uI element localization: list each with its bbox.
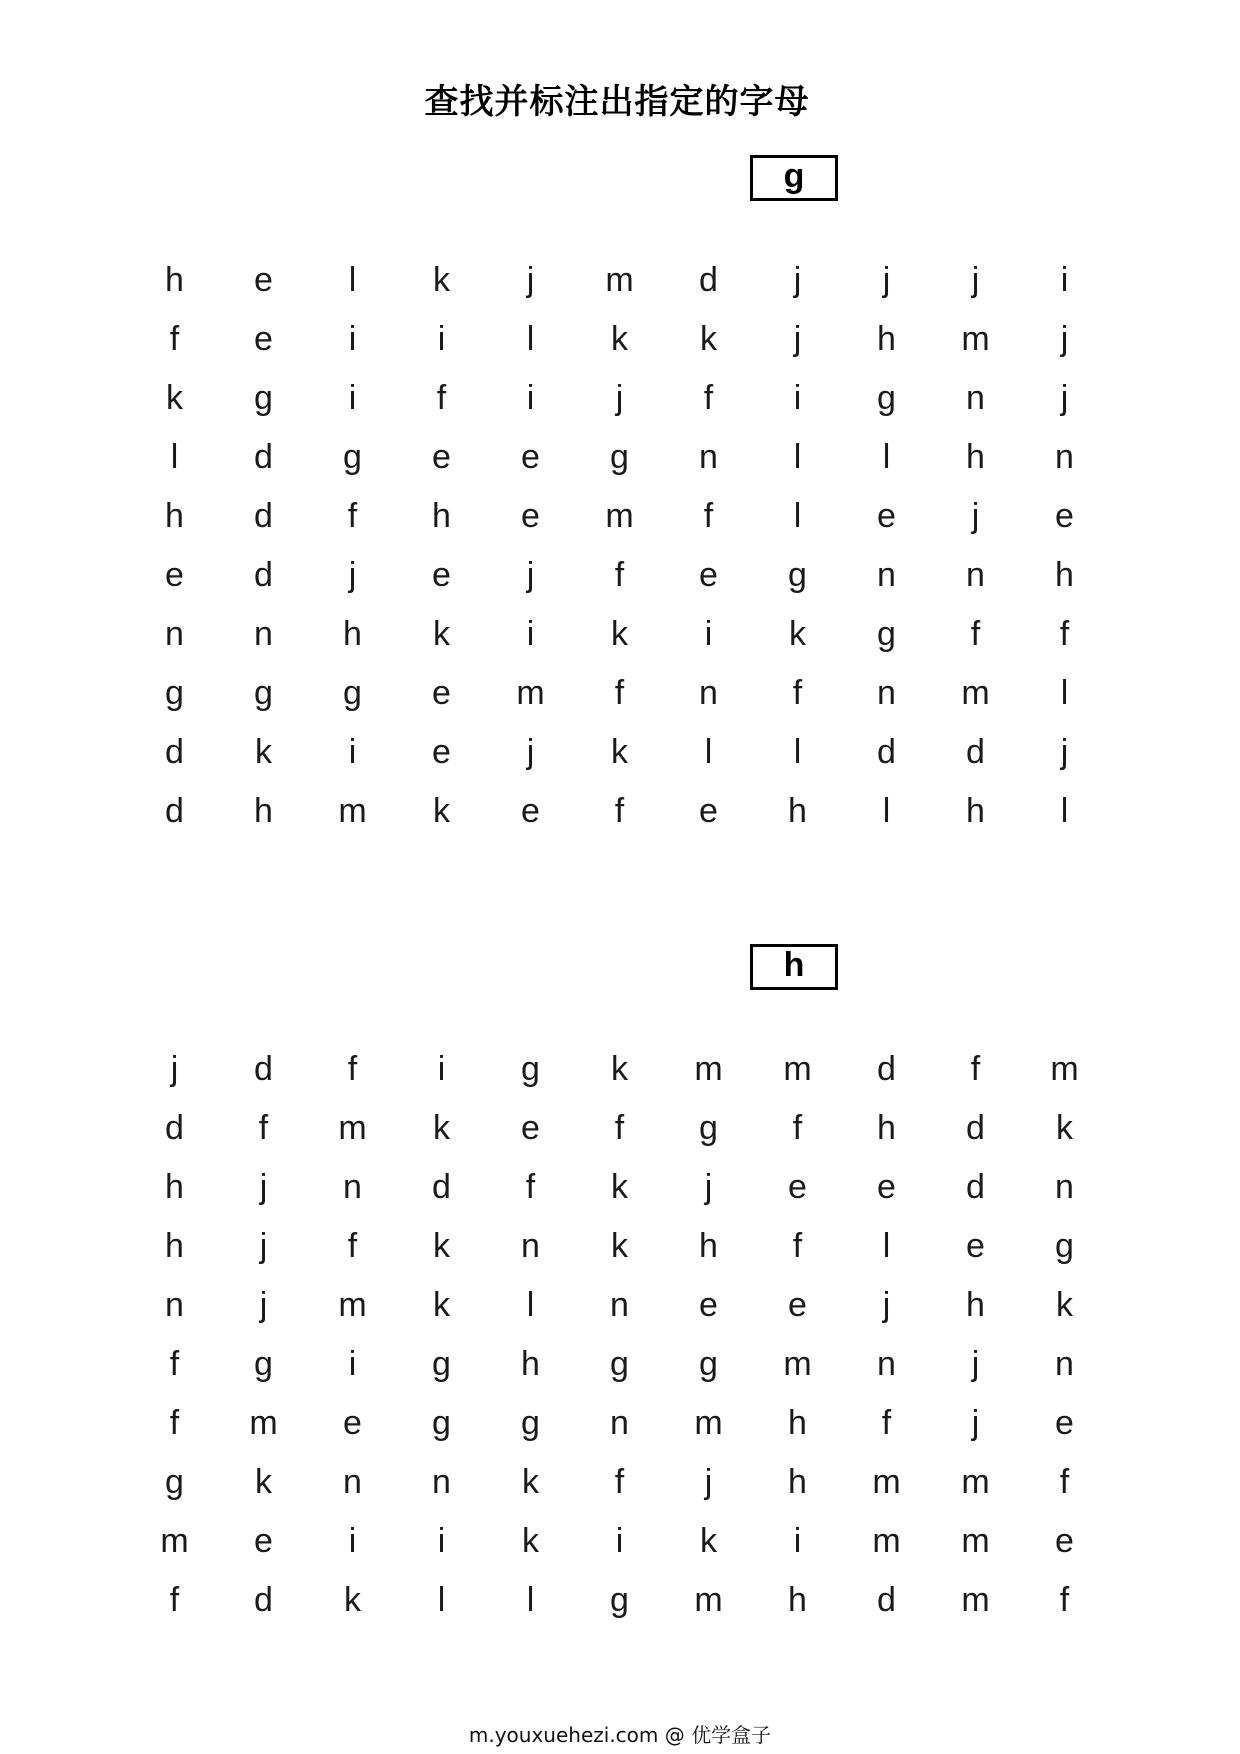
grid-letter[interactable]: f <box>1059 1580 1070 1619</box>
grid-letter[interactable]: h <box>788 1403 807 1442</box>
grid-letter[interactable]: f <box>703 496 714 535</box>
grid-letter[interactable]: l <box>1060 673 1069 712</box>
letter-grid-2 <box>130 1039 1110 1629</box>
grid-letter[interactable]: j <box>1060 378 1069 417</box>
grid-letter[interactable]: k <box>611 319 628 358</box>
grid-letter[interactable]: m <box>249 1403 278 1442</box>
grid-letter[interactable]: d <box>254 555 273 594</box>
grid-letter[interactable]: f <box>792 673 803 712</box>
grid-letter[interactable]: e <box>699 1285 718 1324</box>
grid-letter[interactable]: g <box>699 1108 718 1147</box>
grid-letter[interactable]: j <box>971 496 980 535</box>
grid-letter[interactable]: j <box>259 1285 268 1324</box>
grid-letter[interactable]: m <box>338 1108 367 1147</box>
grid-letter[interactable]: g <box>699 1344 718 1383</box>
grid-letter[interactable]: k <box>700 1521 717 1560</box>
grid-letter[interactable]: d <box>165 791 184 830</box>
grid-letter[interactable]: n <box>521 1226 540 1265</box>
grid-letter[interactable]: f <box>1059 1462 1070 1501</box>
grid-letter[interactable]: g <box>432 1344 451 1383</box>
grid-letter[interactable]: f <box>614 673 625 712</box>
grid-letter[interactable]: e <box>1055 1521 1074 1560</box>
grid-letter[interactable]: d <box>165 732 184 771</box>
grid-letter[interactable]: e <box>877 496 896 535</box>
grid-letter[interactable]: i <box>348 1344 357 1383</box>
target-letter-box-2: h <box>750 944 838 990</box>
grid-letter[interactable]: f <box>258 1108 269 1147</box>
grid-letter[interactable]: d <box>877 1049 896 1088</box>
letter-grid-1 <box>130 250 1110 840</box>
grid-letter[interactable]: j <box>170 1049 179 1088</box>
grid-letter[interactable]: m <box>516 673 545 712</box>
grid-letter[interactable]: f <box>970 1049 981 1088</box>
grid-letter[interactable]: n <box>699 673 718 712</box>
grid-letter[interactable]: h <box>165 496 184 535</box>
grid-letter[interactable]: e <box>432 555 451 594</box>
grid-letter[interactable]: g <box>521 1049 540 1088</box>
grid-letter[interactable]: f <box>169 1344 180 1383</box>
grid-letter[interactable]: e <box>1055 496 1074 535</box>
grid-letter[interactable]: n <box>877 673 896 712</box>
grid-letter[interactable]: l <box>882 791 891 830</box>
grid-letter[interactable]: i <box>526 614 535 653</box>
grid-letter[interactable]: l <box>1060 791 1069 830</box>
grid-letter[interactable]: j <box>704 1462 713 1501</box>
grid-letter[interactable]: l <box>793 437 802 476</box>
grid-letter[interactable]: j <box>971 260 980 299</box>
grid-letter[interactable]: d <box>254 1580 273 1619</box>
grid-letter[interactable]: m <box>338 1285 367 1324</box>
grid-letter[interactable]: d <box>165 1108 184 1147</box>
grid-letter[interactable]: k <box>611 732 628 771</box>
grid-letter[interactable]: f <box>347 1226 358 1265</box>
grid-letter[interactable]: n <box>343 1167 362 1206</box>
grid-letter[interactable]: d <box>432 1167 451 1206</box>
grid-letter[interactable]: n <box>610 1285 629 1324</box>
grid-letter[interactable]: m <box>961 1580 990 1619</box>
grid-letter[interactable]: k <box>789 614 806 653</box>
grid-letter[interactable]: j <box>1060 732 1069 771</box>
grid-letter[interactable]: f <box>169 319 180 358</box>
grid-letter[interactable]: k <box>433 260 450 299</box>
grid-letter[interactable]: g <box>343 437 362 476</box>
grid-letter[interactable]: g <box>165 673 184 712</box>
grid-letter[interactable]: j <box>882 1285 891 1324</box>
grid-letter[interactable]: j <box>1060 319 1069 358</box>
grid-letter[interactable]: j <box>615 378 624 417</box>
footer-credit: m.youxuehezi.com @ 优学盒子 <box>468 1723 772 1747</box>
grid-letter[interactable]: h <box>1055 555 1074 594</box>
grid-letter[interactable]: j <box>793 260 802 299</box>
grid-letter[interactable]: l <box>526 1285 535 1324</box>
grid-letter[interactable]: l <box>526 1580 535 1619</box>
grid-letter[interactable]: g <box>610 1580 629 1619</box>
grid-letter[interactable]: e <box>966 1226 985 1265</box>
grid-letter[interactable]: m <box>694 1049 723 1088</box>
grid-letter[interactable]: i <box>526 378 535 417</box>
grid-letter[interactable]: k <box>611 614 628 653</box>
grid-letter[interactable]: k <box>344 1580 361 1619</box>
grid-letter[interactable]: i <box>704 614 713 653</box>
grid-letter[interactable]: e <box>1055 1403 1074 1442</box>
grid-letter[interactable]: f <box>1059 614 1070 653</box>
grid-letter[interactable]: g <box>877 614 896 653</box>
grid-letter[interactable]: m <box>961 673 990 712</box>
grid-letter[interactable]: e <box>254 319 273 358</box>
grid-letter[interactable]: g <box>165 1462 184 1501</box>
grid-letter[interactable]: g <box>254 1344 273 1383</box>
grid-letter[interactable]: g <box>432 1403 451 1442</box>
grid-letter[interactable]: k <box>611 1049 628 1088</box>
grid-letter[interactable]: f <box>792 1108 803 1147</box>
grid-letter[interactable]: g <box>521 1403 540 1442</box>
grid-letter[interactable]: i <box>1060 260 1069 299</box>
grid-letter[interactable]: h <box>165 1167 184 1206</box>
grid-letter[interactable]: l <box>437 1580 446 1619</box>
grid-letter[interactable]: d <box>966 732 985 771</box>
grid-letter[interactable]: d <box>699 260 718 299</box>
grid-letter[interactable]: m <box>1050 1049 1079 1088</box>
grid-letter[interactable]: l <box>704 732 713 771</box>
grid-letter[interactable]: j <box>526 555 535 594</box>
grid-letter[interactable]: g <box>254 378 273 417</box>
grid-letter[interactable]: h <box>165 260 184 299</box>
grid-letter[interactable]: k <box>522 1521 539 1560</box>
grid-letter[interactable]: l <box>170 437 179 476</box>
grid-letter[interactable]: j <box>259 1226 268 1265</box>
grid-letter[interactable]: m <box>961 319 990 358</box>
grid-letter[interactable]: m <box>605 260 634 299</box>
grid-letter[interactable]: d <box>254 437 273 476</box>
target-letter-box-1: g <box>750 155 838 201</box>
grid-letter[interactable]: m <box>961 1462 990 1501</box>
grid-letter[interactable]: f <box>614 791 625 830</box>
grid-letter[interactable]: n <box>610 1403 629 1442</box>
grid-letter[interactable]: k <box>166 378 183 417</box>
grid-letter[interactable]: e <box>877 1167 896 1206</box>
grid-letter[interactable]: k <box>255 1462 272 1501</box>
grid-letter[interactable]: h <box>966 791 985 830</box>
grid-letter[interactable]: g <box>610 437 629 476</box>
grid-letter[interactable]: h <box>877 1108 896 1147</box>
grid-letter[interactable]: h <box>432 496 451 535</box>
grid-letter[interactable]: k <box>1056 1108 1073 1147</box>
grid-letter[interactable]: i <box>793 1521 802 1560</box>
grid-letter[interactable]: k <box>433 1226 450 1265</box>
grid-letter[interactable]: l <box>882 437 891 476</box>
grid-letter[interactable]: m <box>694 1580 723 1619</box>
grid-letter[interactable]: j <box>793 319 802 358</box>
grid-letter[interactable]: m <box>694 1403 723 1442</box>
grid-letter[interactable]: i <box>437 1049 446 1088</box>
grid-letter[interactable]: g <box>610 1344 629 1383</box>
grid-letter[interactable]: d <box>254 1049 273 1088</box>
grid-letter[interactable]: e <box>521 496 540 535</box>
grid-letter[interactable]: l <box>882 1226 891 1265</box>
grid-letter[interactable]: f <box>703 378 714 417</box>
grid-letter[interactable]: j <box>971 1344 980 1383</box>
grid-letter[interactable]: n <box>165 1285 184 1324</box>
grid-letter[interactable]: m <box>872 1521 901 1560</box>
grid-letter[interactable]: h <box>966 437 985 476</box>
grid-letter[interactable]: e <box>521 791 540 830</box>
grid-letter[interactable]: j <box>259 1167 268 1206</box>
grid-letter[interactable]: f <box>169 1580 180 1619</box>
grid-letter[interactable]: i <box>437 1521 446 1560</box>
grid-letter[interactable]: e <box>254 1521 273 1560</box>
grid-letter[interactable]: l <box>526 319 535 358</box>
grid-letter[interactable]: k <box>1056 1285 1073 1324</box>
grid-letter[interactable]: d <box>254 496 273 535</box>
grid-letter[interactable]: e <box>254 260 273 299</box>
grid-letter[interactable]: k <box>433 1108 450 1147</box>
grid-letter[interactable]: d <box>877 732 896 771</box>
grid-letter[interactable]: e <box>699 555 718 594</box>
grid-letter[interactable]: e <box>343 1403 362 1442</box>
grid-letter[interactable]: f <box>792 1226 803 1265</box>
grid-letter[interactable]: i <box>615 1521 624 1560</box>
grid-letter[interactable]: h <box>699 1226 718 1265</box>
grid-letter[interactable]: f <box>614 555 625 594</box>
grid-letter[interactable]: h <box>788 791 807 830</box>
grid-letter[interactable]: i <box>793 378 802 417</box>
grid-letter[interactable]: k <box>522 1462 539 1501</box>
grid-letter[interactable]: k <box>611 1226 628 1265</box>
grid-letter[interactable]: j <box>526 260 535 299</box>
grid-letter[interactable]: m <box>872 1462 901 1501</box>
grid-letter[interactable]: n <box>877 1344 896 1383</box>
grid-letter[interactable]: h <box>254 791 273 830</box>
grid-letter[interactable]: j <box>526 732 535 771</box>
grid-letter[interactable]: f <box>614 1462 625 1501</box>
grid-letter[interactable]: h <box>165 1226 184 1265</box>
grid-letter[interactable]: k <box>255 732 272 771</box>
grid-letter[interactable]: e <box>432 732 451 771</box>
grid-letter[interactable]: i <box>437 319 446 358</box>
grid-letter[interactable]: i <box>348 1521 357 1560</box>
grid-letter[interactable]: j <box>971 1403 980 1442</box>
grid-letter[interactable]: e <box>788 1167 807 1206</box>
grid-letter[interactable]: h <box>966 1285 985 1324</box>
grid-letter[interactable]: d <box>966 1167 985 1206</box>
grid-letter[interactable]: g <box>877 378 896 417</box>
grid-letter[interactable]: n <box>877 555 896 594</box>
grid-letter[interactable]: n <box>966 378 985 417</box>
grid-letter[interactable]: n <box>254 614 273 653</box>
grid-letter[interactable]: h <box>877 319 896 358</box>
grid-letter[interactable]: n <box>165 614 184 653</box>
grid-letter[interactable]: f <box>347 1049 358 1088</box>
page-title: 查找并标注出指定的字母 <box>424 82 810 122</box>
grid-letter[interactable]: n <box>1055 1167 1074 1206</box>
grid-letter[interactable]: e <box>521 1108 540 1147</box>
grid-letter[interactable]: m <box>961 1521 990 1560</box>
grid-letter[interactable]: n <box>343 1462 362 1501</box>
grid-letter[interactable]: d <box>966 1108 985 1147</box>
grid-letter[interactable]: d <box>877 1580 896 1619</box>
grid-letter[interactable]: g <box>1055 1226 1074 1265</box>
grid-letter[interactable]: m <box>783 1344 812 1383</box>
grid-letter[interactable]: f <box>881 1403 892 1442</box>
grid-letter[interactable]: j <box>882 260 891 299</box>
grid-letter[interactable]: n <box>432 1462 451 1501</box>
grid-letter[interactable]: e <box>521 437 540 476</box>
grid-letter[interactable]: e <box>165 555 184 594</box>
grid-letter[interactable]: f <box>525 1167 536 1206</box>
grid-letter[interactable]: i <box>348 319 357 358</box>
grid-letter[interactable]: n <box>1055 437 1074 476</box>
grid-letter[interactable]: g <box>343 673 362 712</box>
grid-letter[interactable]: g <box>788 555 807 594</box>
grid-letter[interactable]: h <box>343 614 362 653</box>
grid-letter[interactable]: e <box>788 1285 807 1324</box>
grid-letter[interactable]: j <box>704 1167 713 1206</box>
grid-letter[interactable]: m <box>605 496 634 535</box>
grid-letter[interactable]: n <box>1055 1344 1074 1383</box>
grid-letter[interactable]: m <box>783 1049 812 1088</box>
grid-letter[interactable]: f <box>436 378 447 417</box>
grid-letter[interactable]: e <box>432 673 451 712</box>
grid-letter[interactable]: n <box>966 555 985 594</box>
grid-letter[interactable]: h <box>788 1580 807 1619</box>
grid-letter[interactable]: e <box>699 791 718 830</box>
grid-letter[interactable]: i <box>348 732 357 771</box>
grid-letter[interactable]: l <box>793 496 802 535</box>
grid-letter[interactable]: f <box>970 614 981 653</box>
grid-letter[interactable]: f <box>169 1403 180 1442</box>
grid-letter[interactable]: f <box>614 1108 625 1147</box>
grid-letter[interactable]: e <box>432 437 451 476</box>
grid-letter[interactable]: k <box>433 791 450 830</box>
grid-letter[interactable]: h <box>521 1344 540 1383</box>
grid-letter[interactable]: k <box>433 1285 450 1324</box>
grid-letter[interactable]: l <box>793 732 802 771</box>
grid-letter[interactable]: i <box>348 378 357 417</box>
grid-letter[interactable]: k <box>611 1167 628 1206</box>
grid-letter[interactable]: j <box>348 555 357 594</box>
grid-letter[interactable]: n <box>699 437 718 476</box>
grid-letter[interactable]: k <box>433 614 450 653</box>
grid-letter[interactable]: m <box>160 1521 189 1560</box>
grid-letter[interactable]: l <box>348 260 357 299</box>
grid-letter[interactable]: h <box>788 1462 807 1501</box>
grid-letter[interactable]: k <box>700 319 717 358</box>
grid-letter[interactable]: m <box>338 791 367 830</box>
grid-letter[interactable]: g <box>254 673 273 712</box>
grid-letter[interactable]: f <box>347 496 358 535</box>
